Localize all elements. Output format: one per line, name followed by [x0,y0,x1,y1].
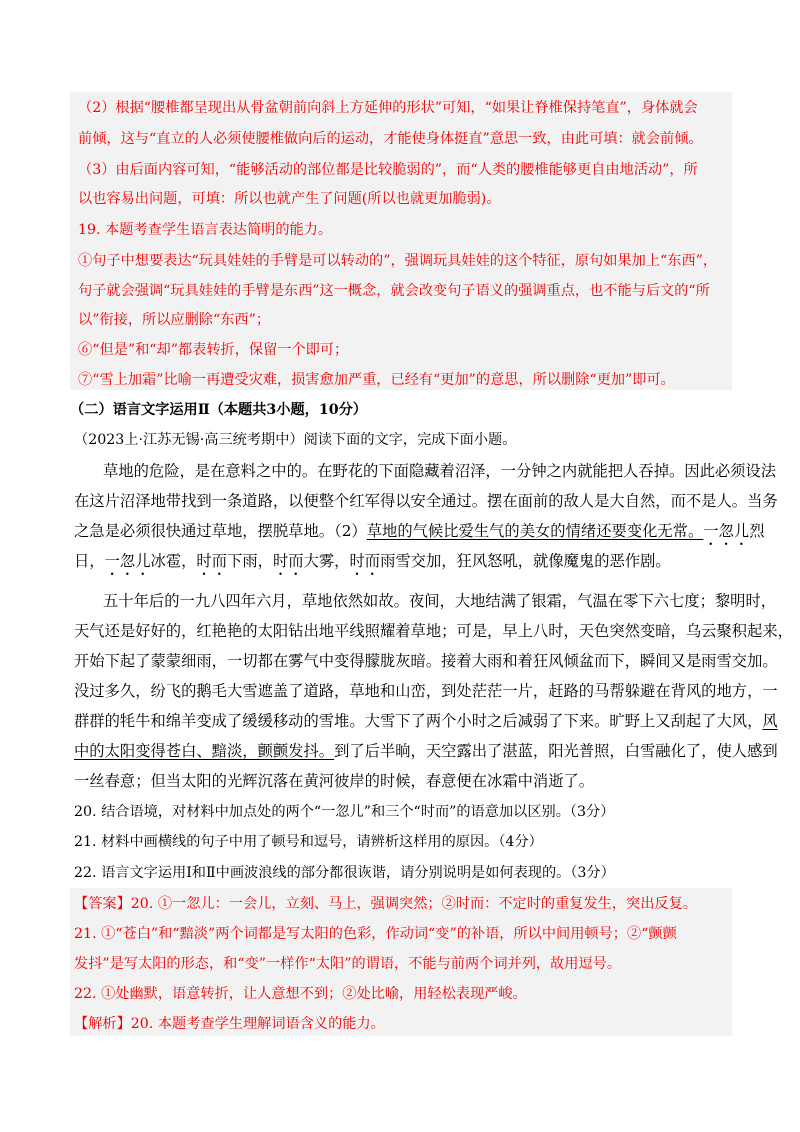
question-line: 22. 语言文字运用Ⅰ和Ⅱ中画波浪线的部分都很诙谐，请分别说明是如何表现的。（3分） [74,865,615,881]
dotted-word: 一忽儿 [703,522,750,540]
passage-line: 开始下起了蒙蒙细雨，一切都在雾气中变得朦胧灰暗。接着大雨和着狂风倾盆而下，瞬间又是雨雪交加。 [74,652,778,670]
answer-line: 19. 本题考查学生语言表达简明的能力。 [78,222,333,238]
passage-line: 天气还是好好的，红艳艳的太阳钻出地平线照耀着草地；可是，早上八时，天色突然变暗，乌云聚积起来， [74,622,793,640]
answer-line [74,1013,385,1035]
dotted-word: 时而 [349,552,381,570]
answer-line: 21. ①“苍白”和“黯淡”两个词都是写太阳的色彩，作动词“变”的补语，所以中间用顿号；②“颤颤 [74,926,677,942]
passage-line [74,550,671,579]
answer-line: （3）由后面内容可知，“能够活动的部位都是比较脆弱的”，而“人类的腰椎能够更自由地活动”，所 [78,162,698,178]
passage-line: 草地的危险，是在意料之中的。在野花的下面隐藏着沼泽，一分钟之内就能把人吞掉。因此必须设法 [103,462,777,480]
passage-line: 一丝春意；但当太阳的光辉沉落在黄河彼岸的时候，春意便在冰霜中消逝了。 [74,772,595,790]
section-heading: （二）语言文字运用Ⅱ（本题共3小题，10分） [70,402,367,418]
answer-label: 【答案】 [74,896,131,912]
passage-line: 在这片沼泽地带找到一条道路，以便整个红军得以安全通过。摆在面前的敌人是大自然，而不是人。当务 [74,492,778,510]
passage-line: 没过多久，纷飞的鹅毛大雪遮盖了道路，草地和山峦，到处茫茫一片，赶路的马帮躲避在背风的地方，一 [74,682,778,700]
answer-line: 发抖”是写太阳的形态，和“变”一样作“太阳”的谓语，不能与前两个词并列，故用逗号。 [74,956,622,972]
passage-text: 群群的牦牛和绵羊变成了缓缓移动的雪堆。大雪下了两个小时之后减弱了下来。旷野上又刮起了大风， [74,712,763,730]
passage-text: 到了后半晌，天空露出了湛蓝，阳光普照，白雪融化了，使人感到 [334,742,778,760]
dotted-word: 一忽儿 [104,552,151,570]
answer-line: 以”衔接，所以应删除“东西”； [78,312,271,328]
underlined-sentence: 草地的气候比爱生气的美女的情绪还要变化无常。 [366,522,704,540]
answer-text: 20. ①一忽儿：一会儿，立刻、马上，强调突然；②时而：不定时的重复发生，突出反复。 [130,896,697,912]
passage-text: 雨雪交加，狂风怒吼，就像魔鬼的恶作剧。 [380,552,671,570]
answer-line: 22. ①处幽默，语意转折，让人意想不到；②处比喻，用轻松表现严峻。 [74,986,527,1002]
passage-line [74,740,778,762]
passage-line: 五十年后的一九八四年六月，草地依然如故。夜间，大地结满了银霜，气温在零下六七度；黎明时， [103,592,777,610]
passage-text: 下雨， [227,552,273,570]
answer-line: 以也容易出问题，可填：所以也就产生了问题(所以也就更加脆弱)。 [78,191,501,207]
dotted-word: 时而 [196,552,228,570]
passage-line [74,710,778,732]
answer-line: 句子就会强调“玩具娃娃的手臂是东西”这一概念，就会改变句子语义的强调重点，也不能与后文的“所 [78,283,710,299]
question-line: 20. 结合语境，对材料中加点处的两个“一忽儿”和三个“时而”的语意加以区别。（3分） [74,804,615,820]
underlined-sentence: 风 [762,712,778,730]
answer-line: （2）根据“腰椎都呈现出从骨盆朝前向斜上方延伸的形状”可知，“如果让脊椎保持笔直”，身体就会 [78,100,698,116]
passage-text: 大雾， [303,552,350,570]
passage-line [74,520,765,549]
answer-line: ①句子中想要表达“玩具娃娃的手臂是可以转动的”，强调玩具娃娃的这个特征，原句如果加上“东西”， [78,253,718,269]
answer-line: ⑥“但是”和“却”都表转折，保留一个即可； [78,342,349,358]
source-line: （2023上·江苏无锡·高三统考期中）阅读下面的文字，完成下面小题。 [74,432,517,448]
answer-line [74,893,697,915]
passage-text: 烈 [749,522,765,540]
analysis-text: 20. 本题考查学生理解词语含义的能力。 [130,1016,385,1032]
answer-line: 前倾，这与“直立的人必须使腰椎做向后的运动，才能使身体挺直”意思一致，由此可填：就会前倾。 [78,131,703,147]
passage-text: 日， [74,552,105,570]
analysis-label: 【解析】 [74,1016,131,1032]
passage-text: 冰雹， [150,552,197,570]
underlined-sentence: 中的太阳变得苍白、黯淡，颤颤发抖。 [74,742,335,760]
passage-text: 之急是必须很快通过草地，摆脱草地。（2） [74,522,367,540]
question-line: 21. 材料中画横线的句子中用了顿号和逗号，请辨析这样用的原因。（4分） [74,834,543,850]
dotted-word: 时而 [272,552,304,570]
answer-line: ⑦“雪上加霜”比喻一再遭受灾难，损害愈加严重，已经有“更加”的意思，所以删除“更加”即可。 [78,372,675,388]
